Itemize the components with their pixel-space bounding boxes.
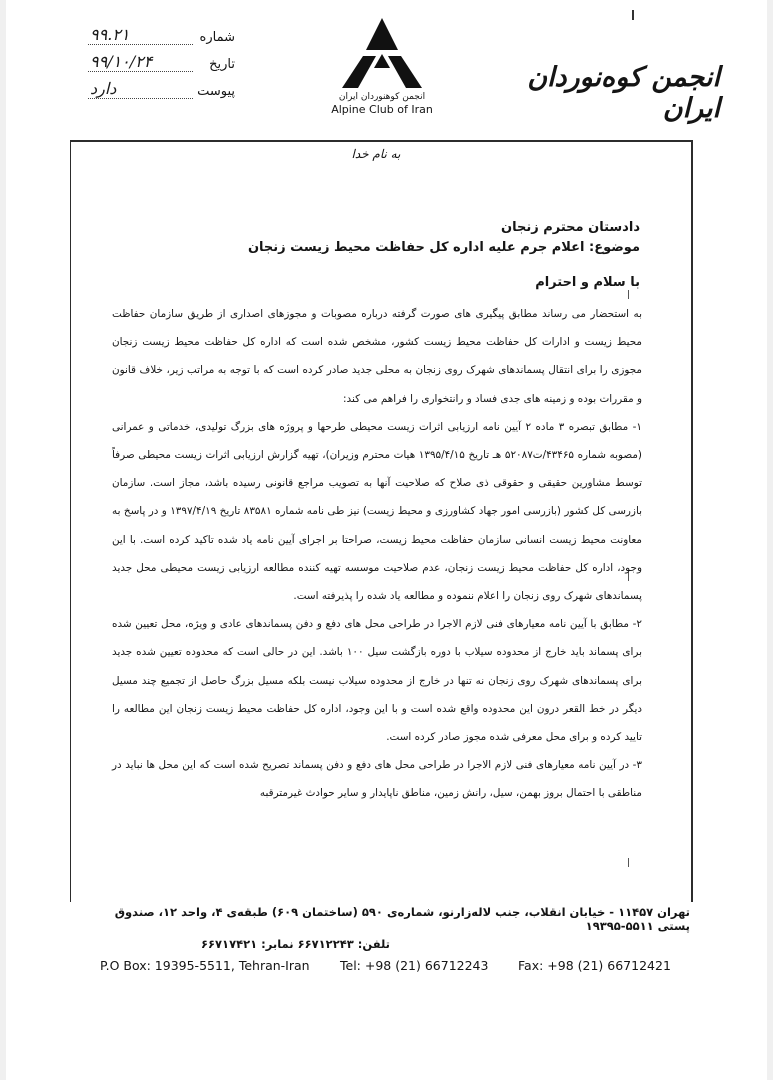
number-value: ۹۹.۲۱ xyxy=(90,25,130,44)
mountain-logo-icon xyxy=(336,16,428,90)
date-row xyxy=(60,53,235,80)
letter-meta-block xyxy=(60,26,235,107)
scan-mark xyxy=(632,10,634,20)
attachment-label: پیوست xyxy=(197,84,235,99)
attachment-value: دارد xyxy=(90,79,117,98)
number-line xyxy=(88,44,193,45)
greeting: با سلام و احترام xyxy=(535,275,640,290)
date-value: ۹۹/۱۰/۲۴ xyxy=(90,52,153,71)
recipient: دادستان محترم زنجان xyxy=(501,220,640,235)
body-paragraph-3: ۳- در آیین نامه معیارهای فنی لازم الاجرا در طراحی محل های دفع و دفن پسماند تصریح شده است که این محل ها نباید در مناطقی با احتمال بروز بهمن، سیل، رانش زمین، مناطق ناپایدار و سایر حوادث غیرمترقبه xyxy=(112,759,642,800)
attachment-line xyxy=(88,98,193,99)
date-line xyxy=(88,71,193,72)
body-paragraph-intro: به استحضار می رساند مطابق پیگیری های صورت گرفته درباره مصوبات و مجوزهای اصداری از طریق سازمان حفاظت محیط زیست و ادارات کل حفاظت محیط زیست کشور، مشخص شده است که اداره کل حفاظت محیط زیست زنجان مجوزی را برای انتقال پسماندهای شهرک روی زنجان به محلی جدید صادر کرده است که با توجه به مراتب زیر، خلاف قانون و مقررات بوده و زمینه های جدی فساد و رانتخواری را فراهم می کند: xyxy=(112,308,642,405)
letterhead xyxy=(0,0,773,140)
subject-line: موضوع: اعلام جرم علیه اداره کل حفاظت محیط زیست زنجان xyxy=(247,240,640,255)
footer-address: تهران ۱۱۴۵۷ - خیابان انقلاب، جنب لاله‌زارنو، شماره‌ی ۵۹۰ (ساختمان ۶۰۹) طبقه‌ی ۴، واحد ۱۲، صندوق پستی ۵۵۱۱-۱۹۳۹۵ xyxy=(114,905,690,933)
basmala: به نام خدا xyxy=(351,147,401,161)
margin-mark xyxy=(628,858,629,867)
number-label: شماره xyxy=(199,30,235,45)
footer-fax: Fax: +98 (21) 66712421 xyxy=(518,958,671,973)
number-row xyxy=(60,26,235,53)
brand-title: انجمن کوه‌نوردان ایران xyxy=(527,62,720,124)
footer-tel: Tel: +98 (21) 66712243 xyxy=(340,958,489,973)
letter-body xyxy=(112,300,642,808)
letterhead-footer xyxy=(90,905,690,973)
date-label: تاریخ xyxy=(209,57,235,72)
attachment-row xyxy=(60,80,235,107)
footer-phones: تلفن: ۶۶۷۱۲۲۴۳ نمابر: ۶۶۷۱۷۴۲۱ xyxy=(201,937,390,951)
margin-mark xyxy=(628,290,629,299)
body-paragraph-2: ۲- مطابق با آیین نامه معیارهای فنی لازم الاجرا در طراحی محل های دفع و دفن پسماندهای عادی و ویژه، محل تعیین شده برای پسماند باید خارج از محدوده سیلاب با دوره بازگشت سیل ۱۰۰ باشد. این در حالی است که محدوده تعیین شده جدید برای پسماندهای شهرک روی زنجان نه تنها در خارج از محدوده سیلاب نیست بلکه مسیل بزرگ حاصل از تجمیع چند مسیل دیگر در خط القعر درون این محدوده واقع شده است و با این وجود، اداره کل حفاظت محیط زیست زنجان این مطالعه را تایید کرده و برای محل معرفی شده مجوز صادر کرده است. xyxy=(112,618,642,744)
scan-edge-right xyxy=(767,0,773,1080)
body-paragraph-1: ۱- مطابق تبصره ۳ ماده ۲ آیین نامه ارزیابی اثرات زیست محیطی طرحها و پروژه های بزرگ تولیدی، خدماتی و عمرانی (مصوبه شماره ۴۳۴۶۵/ت۵۲۰۸۷ هـ تاریخ ۱۳۹۵/۴/۱۵ هیات محترم وزیران)، تهیه گزارش ارزیابی اثرات زیست محیطی صرفاً توسط مشاورین حقیقی و حقوقی ذی صلاح که صلاحیت آنها به تصویب مراجع قانونی رسیده باشد، مجاز است. سازمان بازرسی کل کشور (بازرسی امور جهاد کشاورزی و محیط زیست) نیز طی نامه شماره ۸۳۵۸۱ تاریخ ۱۳۹۷/۴/۱۹ و در پاسخ به معاونت محیط زیست انسانی سازمان حفاظت محیط زیست، صراحتا بر اجرای آیین نامه یاد شده تاکید کرده است. با این وجود، اداره کل حفاظت محیط زیست زنجان، عدم صلاحیت موسسه تهیه کننده مطالعه ارزیابی زیست محیطی محل جدید پسماندهای شهرک روی زنجان را اعلام ننموده و مطالعه یاد شده را پذیرفته است. xyxy=(112,420,643,603)
club-logo xyxy=(322,16,442,134)
logo-caption-fa: انجمن کوهنوردان ایران xyxy=(338,92,426,102)
logo-caption-en: Alpine Club of Iran xyxy=(331,103,433,116)
footer-po-box: P.O Box: 19395-5511, Tehran-Iran xyxy=(100,958,310,973)
scan-edge-left xyxy=(0,0,6,1080)
